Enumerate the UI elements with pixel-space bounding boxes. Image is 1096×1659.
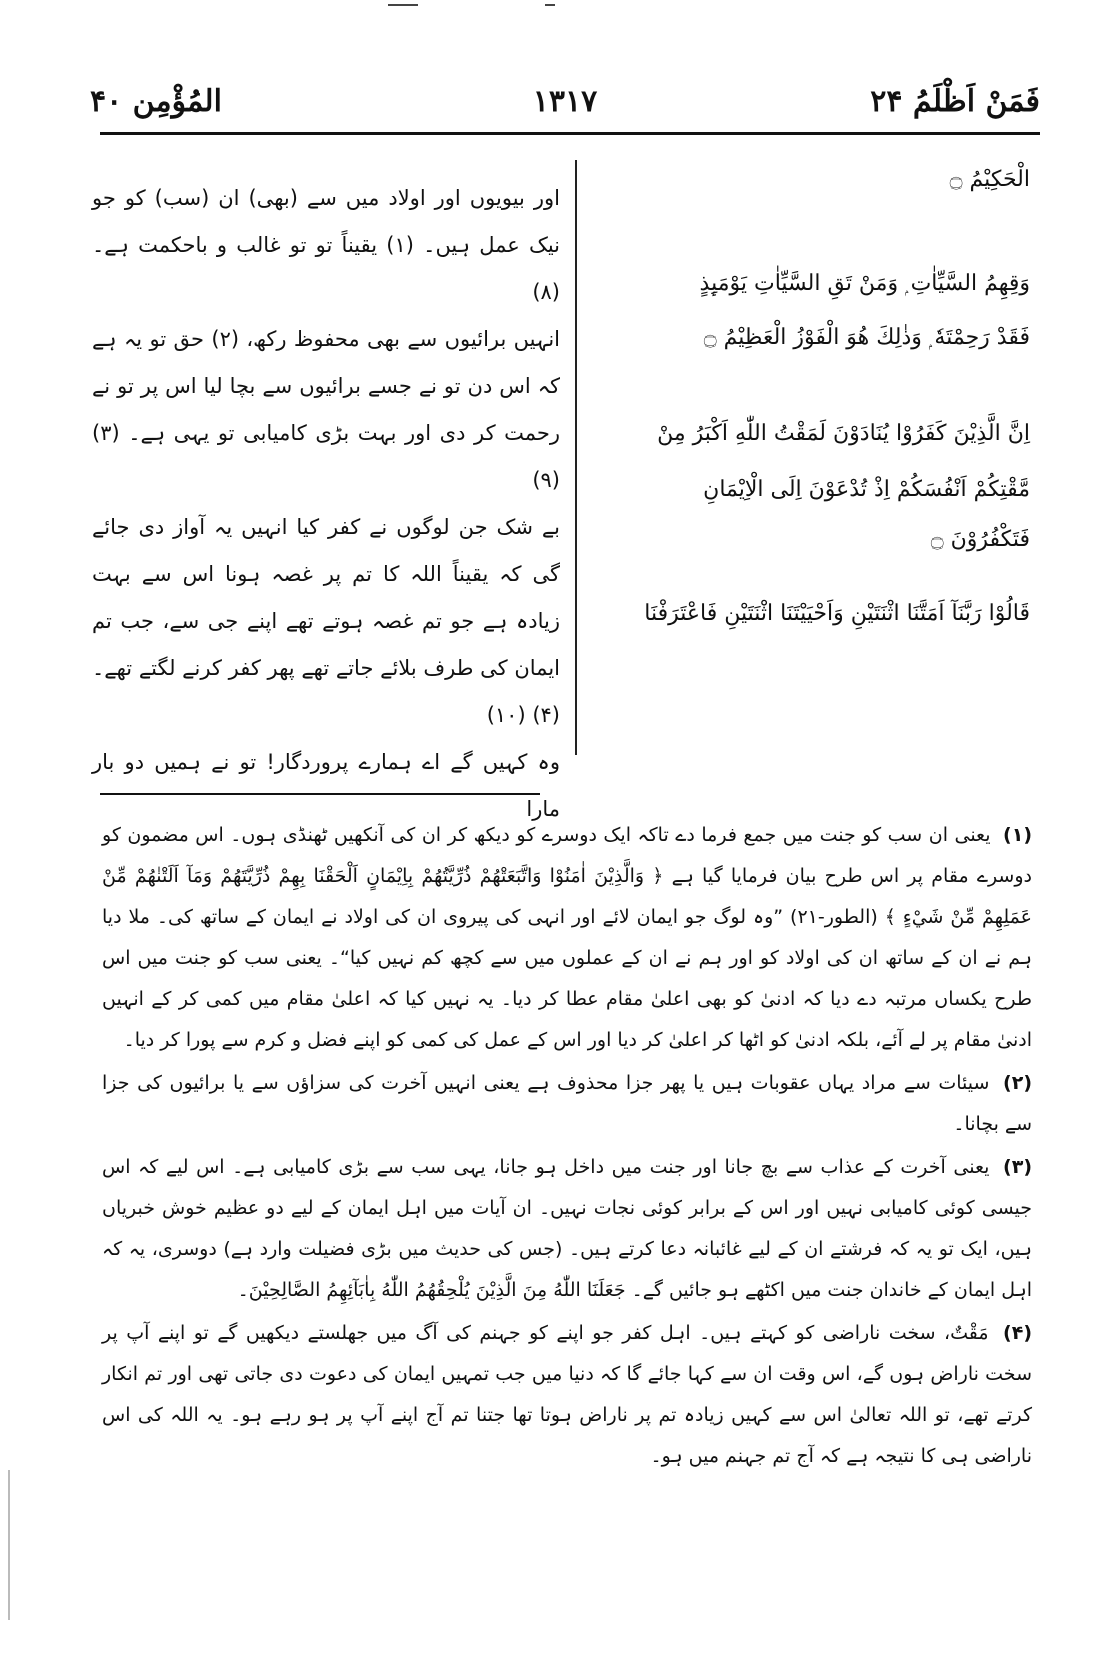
arabic-line: فَقَدْ رَحِمْتَهٗ ۭ وَذٰلِكَ هُوَ الْفَوْزُ الْعَظِيْمُ ۝ — [703, 325, 1030, 350]
translation-paragraph: بے شک جن لوگوں نے کفر کیا انہیں یہ آواز دی جائے گی کہ یقیناً اللہ کا تم پر غصہ ہونا اس سے بہت زیادہ ہے جو تم غصہ ہوتے تھے اپنے جی سے، جب تم ایمان کی طرف بلائے جاتے تھے پھر کفر کرنے لگتے تھے۔ (۴) (۱۰) — [92, 515, 560, 727]
footnote — [102, 1147, 1032, 1311]
page-number: ۱۳۱۷ — [532, 84, 598, 119]
footnote — [102, 1313, 1032, 1477]
footnote-number: (۲) — [1003, 1072, 1032, 1094]
arabic-line: وَقِهِمُ السَّيِّاٰتِ ۭ وَمَنْ تَقِ السَّيِّاٰتِ يَوْمَىِٕذٍ — [699, 271, 1030, 296]
arabic-line: مَّقْتِكُمْ اَنْفُسَكُمْ اِذْ تُدْعَوْنَ اِلَى الْاِيْمَانِ — [703, 477, 1030, 502]
footnote — [102, 1063, 1032, 1145]
translation-paragraph: وہ کہیں گے اے ہمارے پروردگار! تو نے ہمیں دو بار مارا — [92, 750, 560, 821]
footnote-number: (۱) — [1003, 824, 1033, 846]
footnote — [102, 815, 1032, 1061]
header-rule — [100, 132, 1040, 135]
footnote-text: مَقْتٌ، سخت ناراضی کو کہتے ہیں۔ اہل کفر جو اپنے کو جہنم کی آگ میں جھلستے دیکھیں گے تو اپنے آپ پر سخت ناراض ہوں گے، اس وقت ان سے کہا جائے گا کہ دنیا میں جب تمہیں ایمان کی دعوت دی جاتی تھی اور تم انکار کرتے تھے، تو اللہ تعالیٰ اس سے کہیں زیادہ تم پر ناراض ہوتا تھا جتنا تم آج اپنے آپ پر ہو رہے ہو۔ یہ اللہ کی اس ناراضی ہی کا نتیجہ ہے کہ آج تم جہنم میں ہو۔ — [102, 1322, 1032, 1467]
footnotes-list — [102, 815, 1032, 1479]
footnote-number: (۴) — [1003, 1322, 1033, 1344]
top-edge-mark — [388, 4, 418, 6]
translation-paragraph: انہیں برائیوں سے بھی محفوظ رکھ، (۲) حق تو یہ ہے کہ اس دن تو نے جسے برائیوں سے بچا لیا اس پر تو نے رحمت کر دی اور بہت بڑی کامیابی تو یہی ہے۔ (۳) (۹) — [92, 327, 560, 492]
footnote-separator — [100, 793, 540, 795]
arabic-line: اِنَّ الَّذِيْنَ كَفَرُوْا يُنَادَوْنَ لَمَقْتُ اللّٰهِ اَكْبَرُ مِنْ — [657, 421, 1030, 446]
urdu-translation-column — [92, 175, 560, 833]
arabic-line: قَالُوْا رَبَّنَآ اَمَتَّنَا اثْنَتَيْنِ وَاَحْيَيْتَنَا اثْنَتَيْنِ فَاعْتَرَفْنَا — [644, 601, 1030, 626]
scan-edge-line — [8, 1470, 10, 1620]
top-edge-mark — [545, 4, 555, 6]
footnote-number: (۳) — [1003, 1156, 1032, 1178]
translation-paragraph: اور بیویوں اور اولاد میں سے (بھی) ان (سب) کو جو نیک عمل ہیں۔ (۱) یقیناً تو تو غالب و باحکمت ہے۔ (۸) — [92, 186, 561, 304]
footnote-text: سیئات سے مراد یہاں عقوبات ہیں یا پھر جزا محذوف ہے یعنی انہیں آخرت کی سزاؤں سے یا برائیوں کی جزا سے بچانا۔ — [102, 1072, 1032, 1135]
arabic-line: فَتَكْفُرُوْنَ ۝ — [930, 527, 1030, 552]
footnote-text: یعنی ان سب کو جنت میں جمع فرما دے تاکہ ایک دوسرے کو دیکھ کر ان کی آنکھیں ٹھنڈی ہوں۔ اس مضمون کو دوسرے مقام پر اس طرح بیان فرمایا گیا ہے ﴿ وَالَّذِيْنَ اٰمَنُوْا وَاتَّبَعَتْهُمْ ذُرِّيَّتُهُمْ بِاِيْمَانٍ اَلْحَقْنَا بِهِمْ ذُرِّيَّتَهُمْ وَمَآ اَلَتْنٰهُمْ مِّنْ عَمَلِهِمْ مِّنْ شَيْءٍ ﴾ (الطور-۲۱) ”وہ لوگ جو ایمان لائے اور انہی کی پیروی ان کی اولاد نے ایمان کے ساتھ کی۔ ملا دیا ہم نے ان کے ساتھ ان کی اولاد کو اور ہم نے ان کے عملوں میں سے کچھ کم نہیں کیا“۔ یعنی سب کو جنت میں اس طرح یکساں مرتبہ دے دیا کہ ادنیٰ کو بھی اعلیٰ مقام عطا کر دیا۔ یہ نہیں کیا کہ اعلیٰ مقام میں کمی کر کے انہیں ادنیٰ مقام پر لے آئے، بلکہ ادنیٰ کو اٹھا کر اعلیٰ کر دیا اور اس کے عمل کی کمی کو اپنے فضل و کرم سے پورا کر دیا۔ — [102, 824, 1032, 1051]
footnote-text: یعنی آخرت کے عذاب سے بچ جانا اور جنت میں داخل ہو جانا، یہی سب سے بڑی کامیابی ہے۔ اس لیے کہ اس جیسی کوئی کامیابی نہیں اور اس کے برابر کوئی نجات نہیں۔ ان آیات میں اہل ایمان کے لیے دو عظیم خوش خبریاں ہیں، ایک تو یہ کہ فرشتے ان کے لیے غائبانہ دعا کرتے ہیں۔ (جس کی حدیث میں بڑی فضیلت وارد ہے) دوسری، یہ کہ اہل ایمان کے خاندان جنت میں اکٹھے ہو جائیں گے۔ جَعَلَنَا اللّٰهُ مِنَ الَّذِيْنَ يُلْحِقُهُمُ اللّٰهُ بِاٰبَآئِهِمُ الصَّالِحِيْنَ۔ — [102, 1156, 1032, 1301]
arabic-line: الْحَكِيْمُ ۝ — [949, 167, 1030, 192]
page-header — [90, 78, 1040, 126]
juz-title: فَمَنْ اَظْلَمُ ۲۴ — [870, 84, 1040, 119]
surah-name: المُؤْمِن ۴۰ — [90, 84, 222, 119]
column-divider — [575, 160, 577, 755]
